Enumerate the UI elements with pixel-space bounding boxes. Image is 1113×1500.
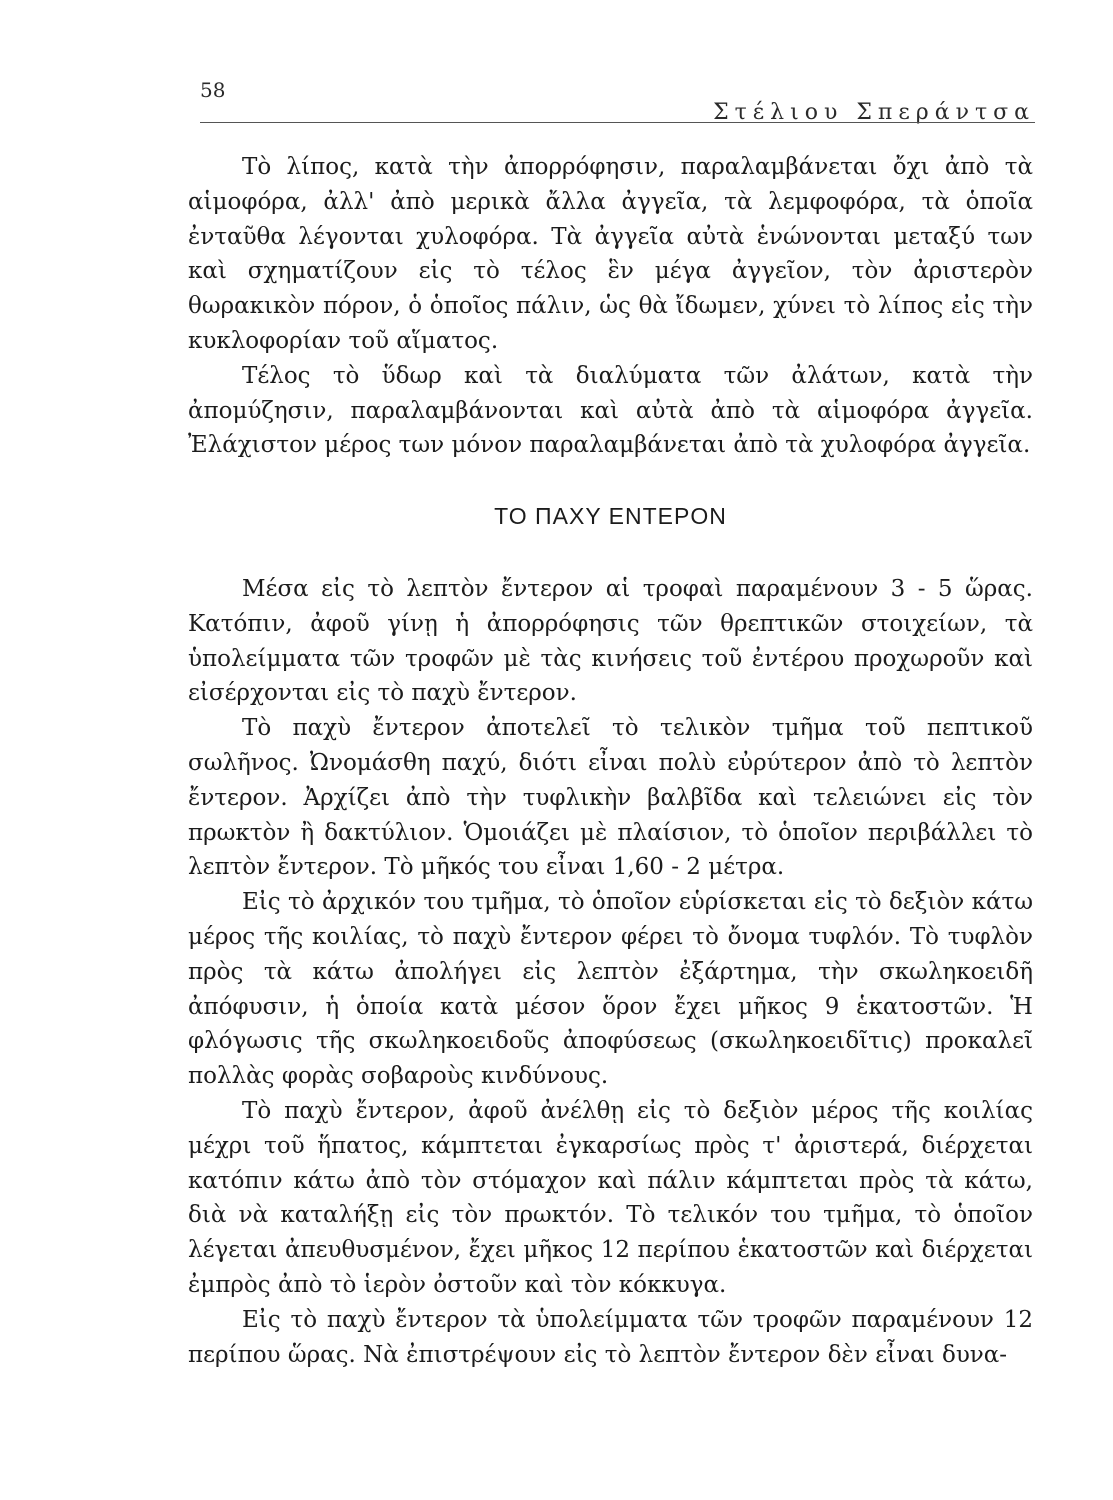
page-number: 58 — [200, 78, 226, 102]
paragraph-ydor: Τέλος τὸ ὕδωρ καὶ τὰ διαλύματα τῶν ἀλάτων, κατὰ τὴν ἀπομύζησιν, παραλαμβάνονται καὶ αὐτὰ ἀπὸ τὰ αἱμοφόρα ἀγγεῖα. Ἐλάχιστον μέρος των μόνον παραλαμβάνεται ἀπὸ τὰ χυλοφόρα ἀγγεῖα. — [188, 362, 1033, 459]
paragraph-tyflon: Εἰς τὸ ἀρχικόν του τμῆμα, τὸ ὁποῖον εὑρίσκεται εἰς τὸ δεξιὸν κάτω μέρος τῆς κοιλίας, τὸ παχὺ ἔντερον φέρει τὸ ὄνομα τυφλόν. Τὸ τυφλὸν πρὸς τὰ κάτω ἀπολήγει εἰς λεπτὸν ἐξάρτημα, τὴν σκωληκοειδῆ ἀπόφυσιν, ἡ ὁποία κατὰ μέσον ὅρον ἔχει μῆκος 9 ἑκατοστῶν. Ἡ φλόγωσις τῆς σκωληκοειδοῦς ἀποφύσεως (σκωληκοειδῖτις) προκαλεῖ πολλὰς φορὰς σοβαροὺς κινδύνους. — [188, 889, 1033, 1090]
paragraph-pachy-definition: Τὸ παχὺ ἔντερον ἀποτελεῖ τὸ τελικὸν τμῆμα τοῦ πεπτικοῦ σωλῆνος. Ὠνομάσθη παχύ, διότι εἶναι πολὺ εὐρύτερον ἀπὸ τὸ λεπτὸν ἔντερον. Ἀρχίζει ἀπὸ τὴν τυφλικὴν βαλβῖδα καὶ τελειώνει εἰς τὸν πρωκτὸν ἢ δακτύλιον. Ὁμοιάζει μὲ πλαίσιον, τὸ ὁποῖον περιβάλλει τὸ λεπτὸν ἔντερον. Τὸ μῆκός του εἶναι 1,60 - 2 μέτρα. — [188, 715, 1033, 881]
paragraph-lepton-enteron: Μέσα εἰς τὸ λεπτὸν ἔντερον αἱ τροφαὶ παραμένουν 3 - 5 ὥρας. Κατόπιν, ἀφοῦ γίνῃ ἡ ἀπορρόφησις τῶν θρεπτικῶν στοιχείων, τὰ ὑπολείμματα τῶν τροφῶν μὲ τὰς κινήσεις τοῦ ἐντέρου προχωροῦν καὶ εἰσέρχονται εἰς τὸ παχὺ ἔντερον. — [188, 575, 1033, 707]
body-text — [188, 150, 1033, 1372]
paragraph-paramoni: Εἰς τὸ παχὺ ἔντερον τὰ ὑπολείμματα τῶν τροφῶν παραμένουν 12 περίπου ὥρας. Νὰ ἐπιστρέψουν εἰς τὸ λεπτὸν ἔντερον δὲν εἶναι δυνα- — [188, 1306, 1033, 1368]
header-rule — [200, 122, 1035, 123]
running-head: Στέλιου Σπεράντσα — [713, 100, 1035, 125]
paragraph-poreia: Τὸ παχὺ ἔντερον, ἀφοῦ ἀνέλθῃ εἰς τὸ δεξιὸν μέρος τῆς κοιλίας μέχρι τοῦ ἥπατος, κάμπτεται ἐγκαρσίως πρὸς τ' ἀριστερά, διέρχεται κατόπιν κάτω ἀπὸ τὸν στόμαχον καὶ πάλιν κάμπτεται πρὸς τὰ κάτω, διὰ νὰ καταλήξῃ εἰς τὸν πρωκτόν. Τὸ τελικόν του τμῆμα, τὸ ὁποῖον λέγεται ἀπευθυσμένον, ἔχει μῆκος 12 περίπου ἑκατοστῶν καὶ διέρχεται ἐμπρὸς ἀπὸ τὸ ἱερὸν ὀστοῦν καὶ τὸν κόκκυγα. — [188, 1097, 1033, 1298]
section-title: ΤΟ ΠΑΧΥ ΕΝΤΕΡΟΝ — [494, 503, 727, 530]
paragraph-lipos: Τὸ λίπος, κατὰ τὴν ἀπορρόφησιν, παραλαμβάνεται ὄχι ἀπὸ τὰ αἱμοφόρα, ἀλλ' ἀπὸ μερικὰ ἄλλα ἀγγεῖα, τὰ λεμφοφόρα, τὰ ὁποῖα ἐνταῦθα λέγονται χυλοφόρα. Τὰ ἀγγεῖα αὐτὰ ἑνώνονται μεταξύ των καὶ σχηματίζουν εἰς τὸ τέλος ἓν μέγα ἀγγεῖον, τὸν ἀριστερὸν θωρακικὸν πόρον, ὁ ὁποῖος πάλιν, ὡς θὰ ἴδωμεν, χύνει τὸ λίπος εἰς τὴν κυκλοφορίαν τοῦ αἵματος. — [188, 154, 1033, 354]
